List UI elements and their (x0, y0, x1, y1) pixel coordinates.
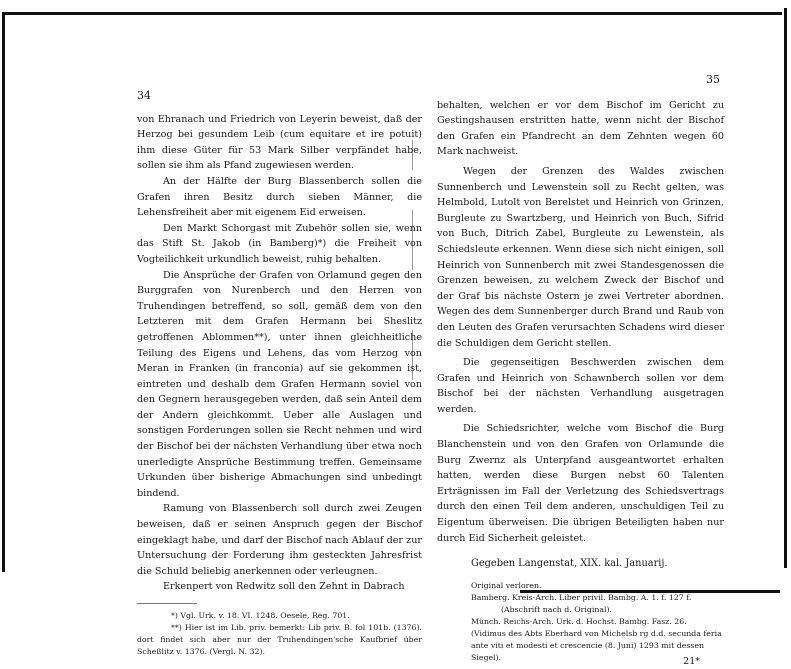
source-line: (Abschrift nach d. Original). (501, 604, 613, 614)
paragraph: von Ehranach und Friedrich von Leyerin beweist, daß der Herzog bei gesundem Leib (cum equitare et ire potuit) ihm diese Güter für 53 Mark Silber verpfändet habe, sollen sie ihm als Pfand zugewiesen werden. (137, 113, 422, 172)
left-page (137, 88, 422, 658)
paragraph: Erkenpert von Redwitz soll den Zehnt in Dabrach (163, 581, 405, 593)
scan-border-right (784, 8, 787, 568)
footnote: *) Vgl. Urk. v. 18. VI. 1248. Oesele, Reg. 701. (171, 611, 350, 620)
scan-border-top (2, 12, 782, 15)
page-number: 34 (137, 89, 151, 102)
footnote: **) Hier ist im Lib. priv. bemerkt: Lib priv. B. fol 101b. (1376). dort findet sich aber nur der Truhendingen'sche Kaufbrief über Scheßlitz v. 1376. (Vergl. N. 32). (137, 623, 422, 656)
dated-line: Gegeben Langenstat, XIX. kal. Januarij. (471, 558, 668, 570)
paragraph: Den Markt Schorgast mit Zubehör sollen sie, wenn das Stift St. Jakob (in Bamberg)*) die Freiheit von Vogteilichkeit urkundlich beweist, ruhig behalten. (137, 222, 422, 265)
paragraph: behalten, welchen er vor dem Bischof im Gericht zu Gestingshausen erstritten hatte, wenn nicht der Bischof den Grafen ein Pfandrecht an dem Zehnten wegen 60 Mark nachweist. (437, 99, 724, 158)
footnote-rule (137, 603, 197, 604)
scan-border-left (2, 12, 5, 572)
right-page (437, 72, 724, 669)
footnotes (137, 610, 422, 658)
source-line: Original verloren. (471, 580, 542, 590)
source-line: Münch. Reichs-Arch. Urk. d. Hochst. Bambg. Fasz. 26. (Vidimus des Abts Eberhard von Michelsb rg d.d. secunda feria ante viti et modesti et crescencie (8. Juni) 1293 mit dessen Siegel). (471, 616, 722, 662)
paragraph: An der Hälfte der Burg Blassenberch sollen die Grafen ihren Besitz durch sieben Männer, die Lehensfreiheit aber mit eigenem Eid erweisen. (137, 175, 422, 219)
paragraph: Wegen der Grenzen des Waldes zwischen Sunnenberch und Lewenstein soll zu Recht gelten, was Helmbold, Lutolt von Berelstet und Heinrich von Grinzen, Burgleute zu Swartzberg, und Heinrich von Buch, Sifrid von Buch, Ditrich Zabel, Burgleute zu Lewenstein, als Schiedsleute erkennen. Wenn diese sich nicht einigen, soll Heinrich von Sunnenberch mit zwei Standesgenossen die Grenzen beweisen, zu welchem Zweck der Bischof und der Graf bis nächste Ostern je zwei Vertreter abordnen. Wegen des dem Sunnenberger durch Brand und Raub von den Leuten des Grafen verursachten Schadens wird dieser die Schuldigen dem Gericht stellen. (437, 165, 724, 349)
sources (471, 580, 724, 664)
source-line: Bamberg. Kreis-Arch. Liber privil. Bambg. A. 1. f. 127 f. (471, 592, 692, 602)
paragraph: Die Schiedsrichter, welche vom Bischof die Burg Blanchenstein und von den Grafen von Orlamunde die Burg Zwernz als Unterpfand ausgeantwortet erhalten hatten, werden diese Burgen nebst 60 Talenten Erträgnissen im Fall der Verletzung des Schiedsvertrags durch den einen Teil dem anderen, unschuldigen Teil zu Eigentum überweisen. Die übrigen Beteiligten haben nur durch Eid Sicherheit geleistet. (437, 423, 724, 544)
paragraph: Ramung von Blassenberch soll durch zwei Zeugen beweisen, daß er seinen Anspruch gegen der Bischof eingeklagt habe, und darf der Bischof nach Ablauf der zur Untersuchung der Forderung ihm gesteckten Jahresfrist die Schuld beliebig anerkennen oder verleugnen. (137, 503, 422, 577)
page-number: 35 (706, 73, 720, 86)
paragraph: Die gegenseitigen Beschwerden zwischen dem Grafen und Heinrich von Schawnberch sollen vor dem Bischof bei der nächsten Verhandlung ausgetragen werden. (437, 357, 724, 415)
signature-mark: 21* (683, 655, 700, 667)
paragraph: Die Ansprüche der Grafen von Orlamund gegen den Burggrafen von Nurenberch und den Herren von Truhendingen betreffend, so soll, gemäß dem von den Letzteren mit dem Grafen Hermann bei Sheslitz getroffenen Ablommen**), unter ihnen gleichheitliche Teilung des Eigens und Lehens, das vom Herzog von Meran in Franken (in franconia) auf sie gekommen ist, eintreten und deshalb dem Grafen Hermann soviel von den Gegnern herausgegeben werden, daß sein Anteil dem der Andern gleichkommt. Ueber alle Auslagen und sonstigen Forderungen sollen sie Recht nehmen und wird der Bischof bei der nächsten Verhandlung über etwa noch unerledigte Ansprüche Bestimmung treffen. Gemeinsame Urkunden über bisherige Abmachungen sind unbedingt bindend. (137, 269, 422, 499)
